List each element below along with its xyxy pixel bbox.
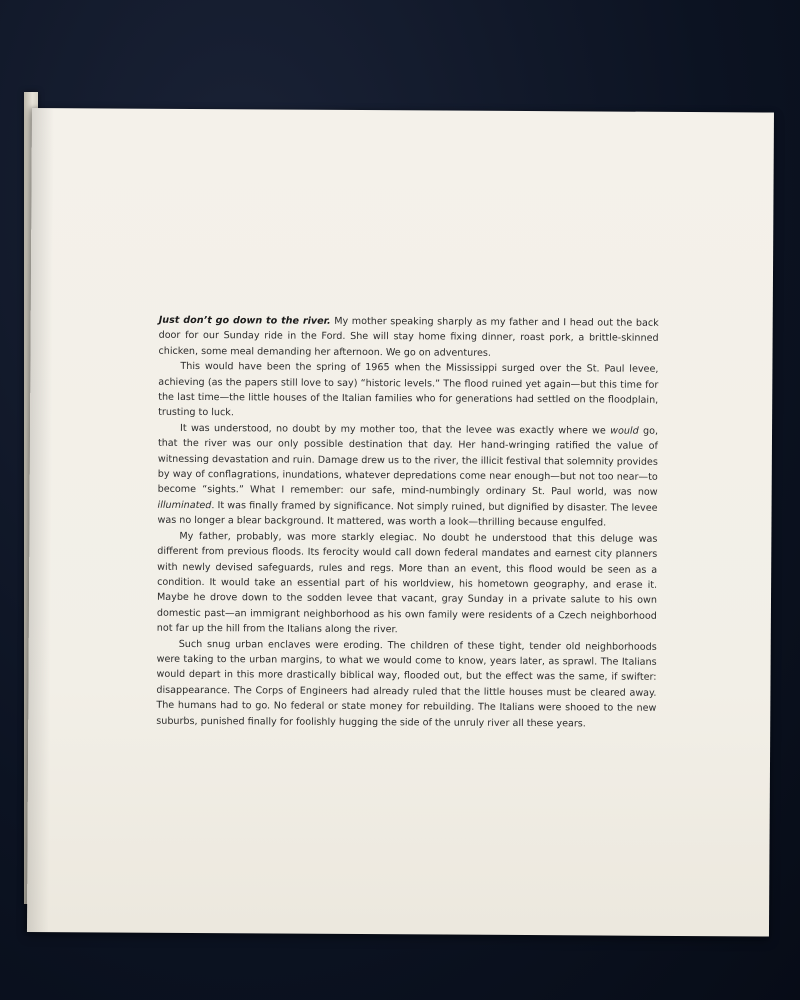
paragraph-4: My father, probably, was more starkly elegiac. No doubt he understood that this deluge was different from previous floods. Its ferocity would call down federal mandates and earnest city planners with newly devised safeguards, rules and regs. More than an event, this flood would be seen as a condition. It would take an essential part of his worldview, his hometown geography, and erase it. Maybe he drove down to the sodden levee that vacant, gray Sunday in a private salute to his own domestic past—an immigrant neighborhood as his own family were residents of a Czech neighborhood not far up the hill from the Italians along the river. — [156, 530, 658, 636]
paragraph-3-text-a: It was understood, no doubt by my mother too, that the levee was exactly where we — [180, 422, 611, 437]
paragraph-2: This would have been the spring of 1965 when the Mississippi surged over the St. Paul levee, achieving (as the papers still love to say) “historic levels.” The flood ruined yet again—but this time for the last time—the little houses of the Italian families who for generations had settled on the floodplain, trusting to luck. — [158, 361, 659, 419]
paragraph-3 — [157, 421, 658, 532]
gutter-shadow — [27, 108, 54, 932]
paragraph-1-text: My mother speaking sharply as my father and I head out the back door for our Sunday ride in the Ford. She will stay home fixing dinner, roast pork, a brittle-skinned chicken, some meal demanding her afternoon. We go on adventures. — [158, 315, 659, 359]
essay-text — [156, 313, 659, 732]
lead-sentence: Just don’t go down to the river. — [158, 314, 331, 327]
book-page — [27, 108, 774, 937]
emphasis-illuminated: illuminated — [157, 499, 212, 511]
paragraph-3-text-b: go, that the river was our only possible destination that day. Her hand-wringing ratified the value of witnessing devastation and ruin. Damage drew us to the river, the illicit festival that solemnity provides by way of conflagrations, inundations, whatever depredations come near enough—but not too near—to become “sights.” What I remember: our safe, mind-numbingly ordinary St. Paul world, was now — [157, 425, 659, 499]
paragraph-5: Such snug urban enclaves were eroding. The children of these tight, tender old neighborhoods were taking to the urban margins, to what we would come to know, years later, as sprawl. The Italians would depart in this more drastically biblical way, flooded out, but the effect was the same, if swifter: disappearance. The Corps of Engineers had already ruled that the little houses must be cleared away. The humans had to go. No federal or state money for rebuilding. The Italians were shooed to the new suburbs, punished finally for foolishly hugging the side of the unruly river all these years. — [156, 638, 657, 729]
paragraph-1 — [158, 313, 658, 362]
emphasis-would: would — [610, 425, 639, 437]
paragraph-3-text-c: . It was finally framed by significance. Not simply ruined, but dignified by disaster. The levee was no longer a blear background. It mattered, was worth a look—thrilling because engulfed. — [157, 499, 658, 529]
